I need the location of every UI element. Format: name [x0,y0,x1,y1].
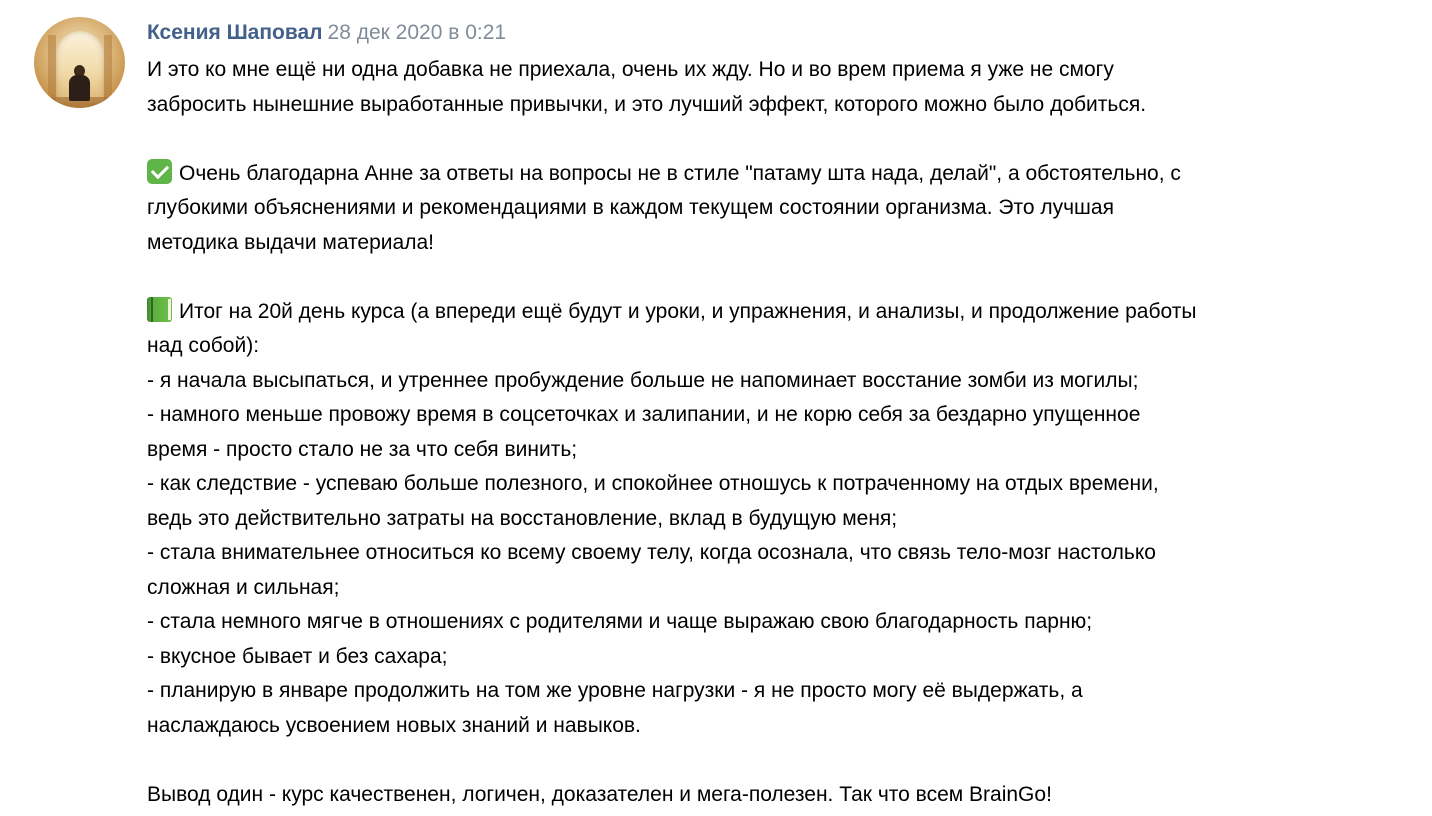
comment-date-link[interactable]: 28 дек 2020 в 0:21 [327,21,507,44]
comment-header [147,19,506,47]
author-name-link[interactable]: Ксения Шаповал [147,21,323,44]
comment-text [147,53,1417,812]
avatar-person-body [69,75,90,101]
text-line-with-emoji [147,157,1417,192]
text-line: - я начала высыпаться, и утреннее пробуждение больше не напоминает восстание зомби из могилы; [147,368,1139,392]
paragraph-gap [147,260,1417,295]
text-line: методика выдачи материала! [147,230,434,254]
text-line: время - просто стало не за что себя винить; [147,437,578,461]
author-avatar[interactable] [34,17,125,108]
text-line: - планирую в январе продолжить на том же уровне нагрузки - я не просто могу её выдержать, а [147,679,1083,702]
text-line: - намного меньше провожу время в соцсеточках и залипании, и не корю себя за бездарно упущенное [147,403,1141,426]
check-mark-icon [147,159,172,184]
text-line: Очень благодарна Анне за ответы на вопросы не в стиле "патаму шта нада, делай", а обстоятельно, с [179,161,1181,185]
text-line: Вывод один - курс качественен, логичен, доказателен и мега-полезен. Так что всем BrainGo! [147,782,1052,806]
text-line: наслаждаюсь усвоением новых знаний и навыков. [147,713,641,737]
green-book-icon [147,297,172,322]
text-line: сложная и сильная; [147,575,340,599]
text-line: глубокими объяснениями и рекомендациями в каждом текущем состоянии организма. Это лучшая [147,196,1114,219]
text-line: - стала внимательнее относиться ко всему своему телу, когда осознала, что связь тело-мозг настолько [147,541,1156,564]
text-line: Итог на 20й день курса (а впереди ещё будут и уроки, и упражнения, и анализы, и продолжение работы [179,299,1197,323]
text-line: ведь это действительно затраты на восстановление, вклад в будущую меня; [147,506,898,530]
text-line: - как следствие - успеваю больше полезного, и спокойнее отношусь к потраченному на отдых времени, [147,472,1159,495]
text-line: - вкусное бывает и без сахара; [147,644,448,668]
paragraph-gap [147,743,1417,778]
paragraph-gap [147,122,1417,157]
text-line: И это ко мне ещё ни одна добавка не приехала, очень их жду. Но и во врем приема я уже не смогу [147,58,1114,81]
text-line: забросить нынешние выработанные привычки, и это лучший эффект, которого можно было добиться. [147,92,1147,116]
text-line: - стала немного мягче в отношениях с родителями и чаще выражаю свою благодарность парню; [147,610,1093,633]
text-line-with-emoji [147,295,1417,330]
text-line: над собой): [147,334,260,357]
